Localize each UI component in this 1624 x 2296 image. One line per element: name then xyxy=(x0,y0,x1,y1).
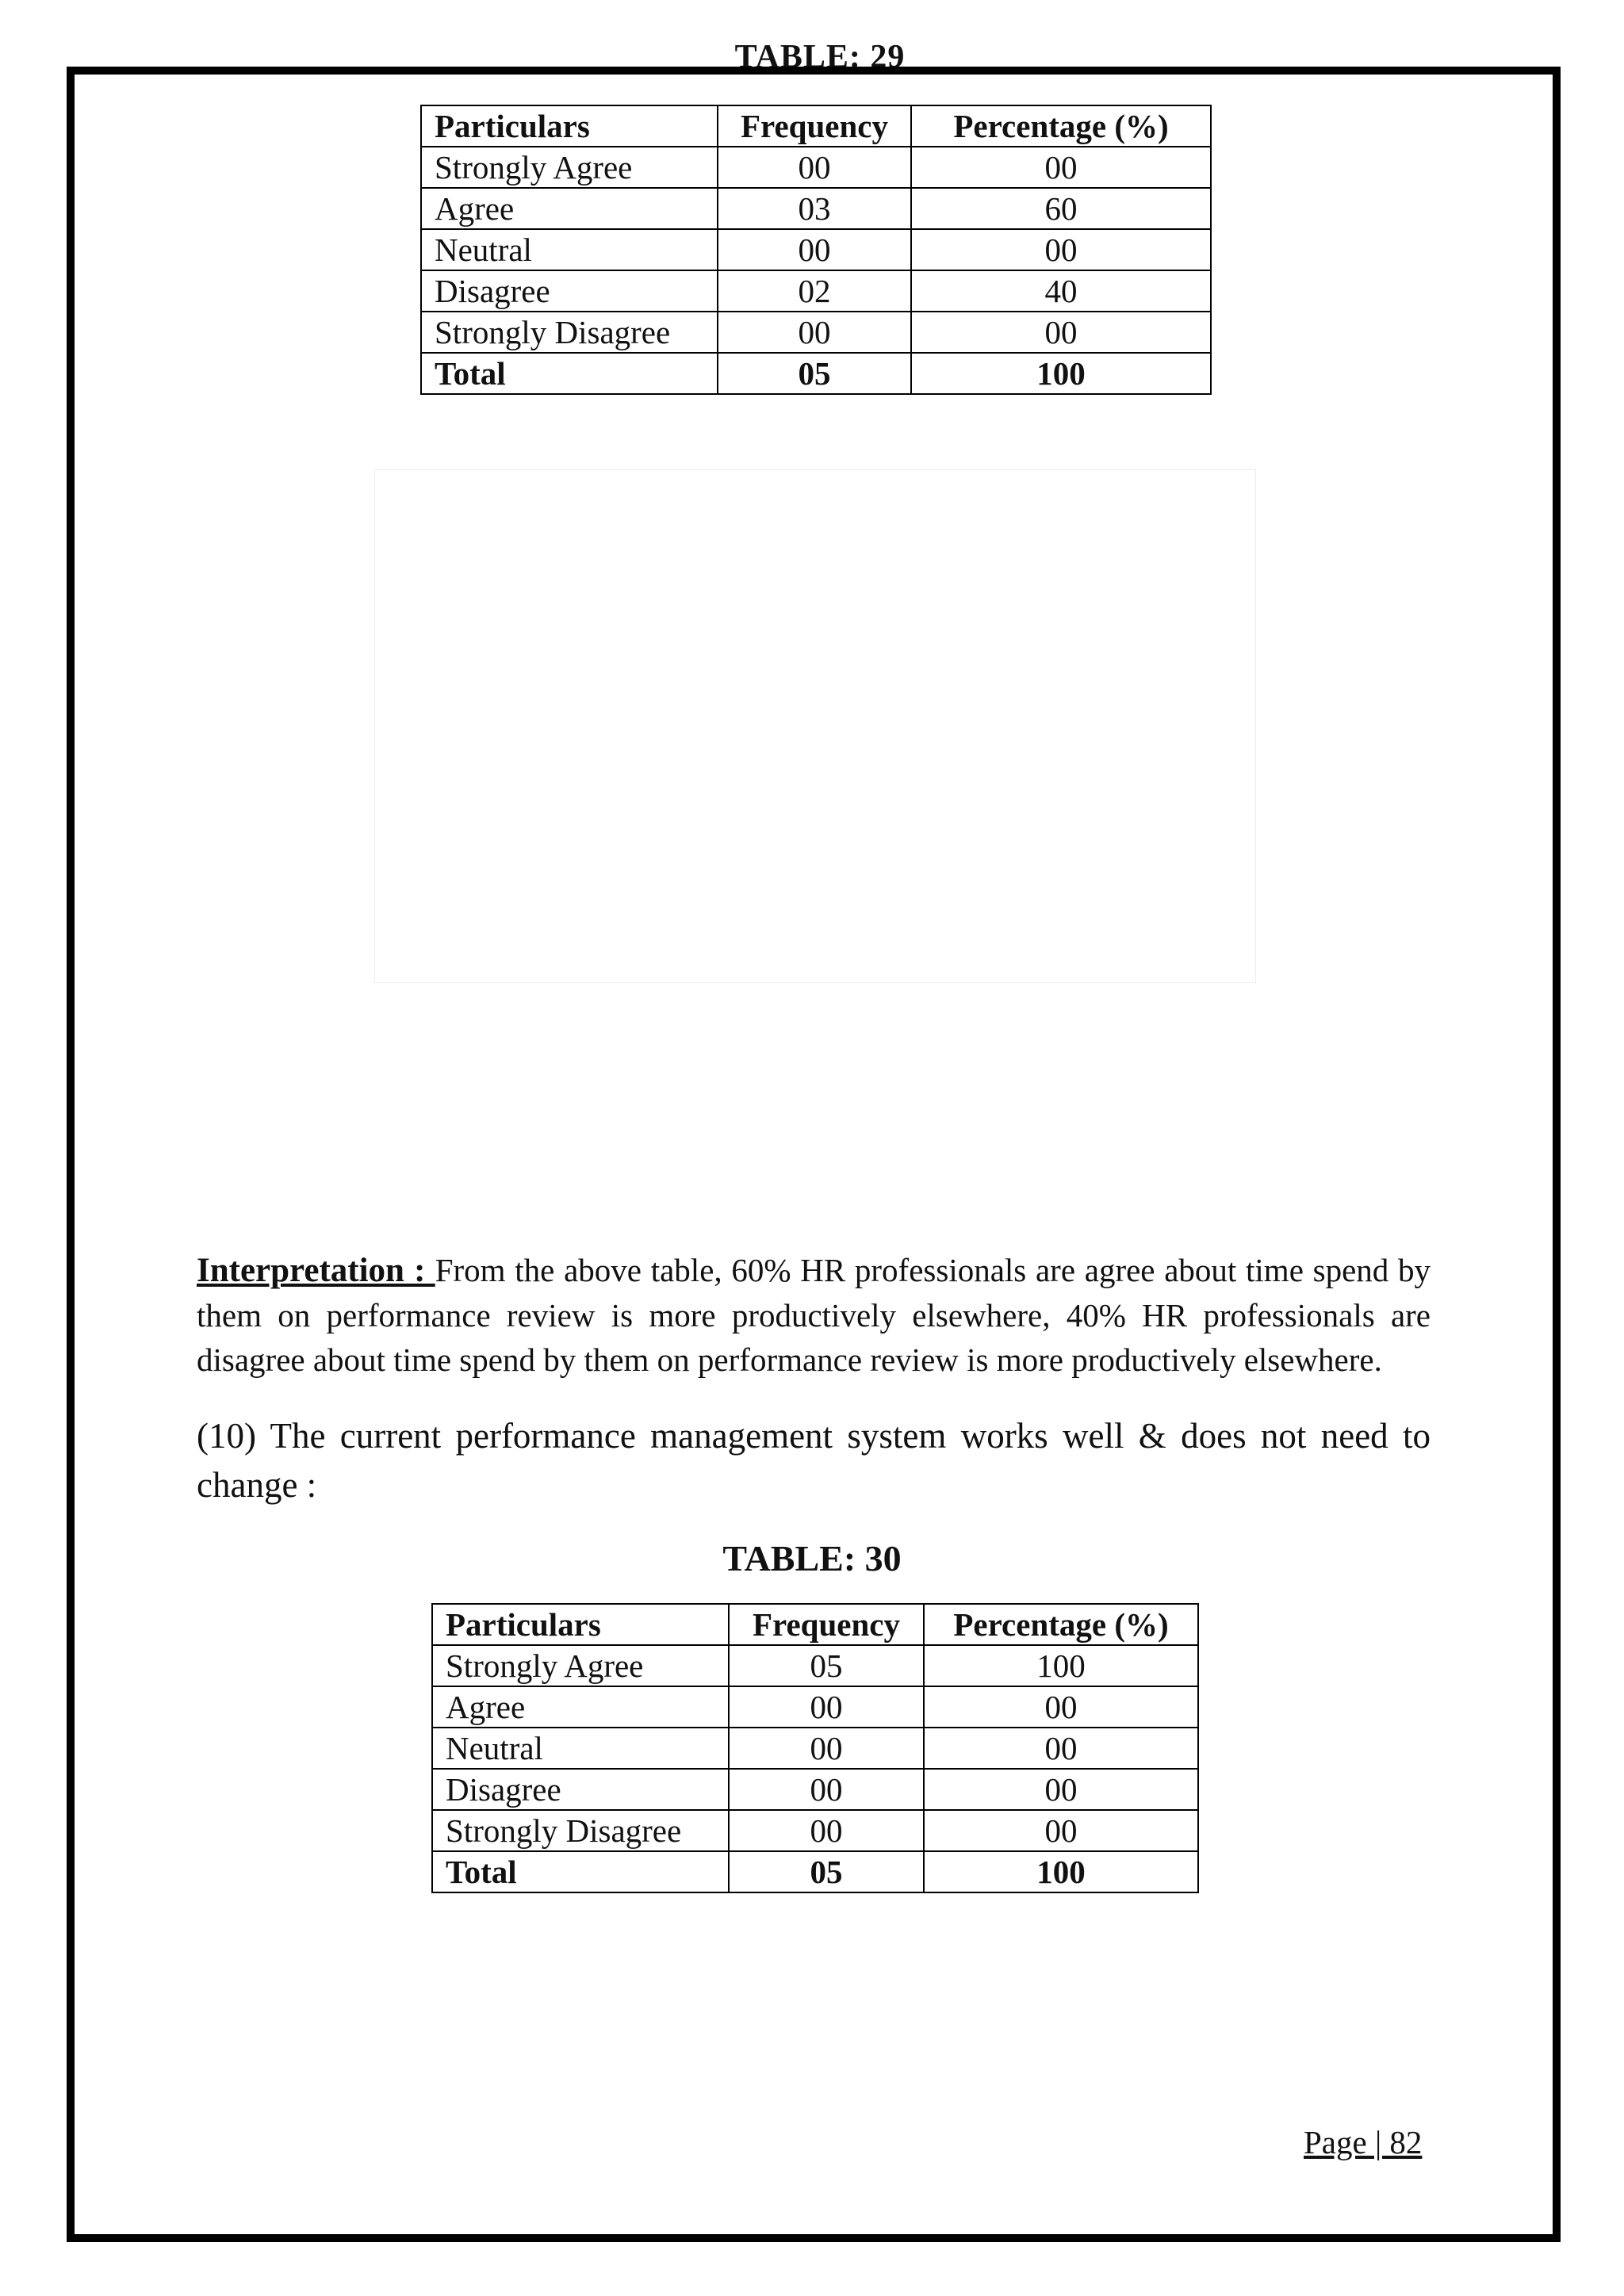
total-percentage: 100 xyxy=(924,1851,1198,1892)
header-particulars: Particulars xyxy=(421,105,718,147)
row-percentage: 00 xyxy=(911,147,1211,188)
table-row xyxy=(421,188,1211,229)
row-percentage: 00 xyxy=(924,1686,1198,1728)
table-row xyxy=(421,147,1211,188)
table-total-row xyxy=(432,1851,1198,1892)
row-frequency: 00 xyxy=(729,1769,924,1810)
row-particular: Disagree xyxy=(421,270,718,312)
row-particular: Agree xyxy=(432,1686,729,1728)
row-percentage: 00 xyxy=(911,229,1211,270)
row-particular: Neutral xyxy=(421,229,718,270)
row-percentage: 00 xyxy=(924,1769,1198,1810)
row-percentage: 00 xyxy=(911,312,1211,353)
table-row xyxy=(432,1728,1198,1769)
row-frequency: 00 xyxy=(729,1810,924,1851)
total-label: Total xyxy=(421,353,718,394)
table-30-title: TABLE: 30 xyxy=(722,1538,902,1578)
interpretation-label: Interpretation : xyxy=(197,1252,435,1289)
row-frequency: 02 xyxy=(718,270,911,312)
interpretation-paragraph xyxy=(197,1248,1431,1382)
row-percentage: 00 xyxy=(924,1810,1198,1851)
table-header-row xyxy=(432,1604,1198,1645)
table-30 xyxy=(431,1603,1199,1893)
row-frequency: 00 xyxy=(729,1686,924,1728)
row-particular: Strongly Disagree xyxy=(432,1810,729,1851)
table-total-row xyxy=(421,353,1211,394)
total-percentage: 100 xyxy=(911,353,1211,394)
row-frequency: 03 xyxy=(718,188,911,229)
table-row xyxy=(432,1686,1198,1728)
total-frequency: 05 xyxy=(718,353,911,394)
header-frequency: Frequency xyxy=(718,105,911,147)
row-particular: Neutral xyxy=(432,1728,729,1769)
table-header-row xyxy=(421,105,1211,147)
row-particular: Strongly Disagree xyxy=(421,312,718,353)
header-percentage: Percentage (%) xyxy=(911,105,1211,147)
table-row xyxy=(421,312,1211,353)
page-number: Page | 82 xyxy=(1304,2124,1423,2160)
row-percentage: 40 xyxy=(911,270,1211,312)
row-particular: Strongly Agree xyxy=(432,1645,729,1686)
header-frequency: Frequency xyxy=(729,1604,924,1645)
question-10: (10) The current performance management system works well & does not need to change : xyxy=(197,1416,1431,1505)
header-particulars: Particulars xyxy=(432,1604,729,1645)
row-frequency: 05 xyxy=(729,1645,924,1686)
table-row xyxy=(421,270,1211,312)
table-29 xyxy=(420,105,1212,395)
total-frequency: 05 xyxy=(729,1851,924,1892)
table-row xyxy=(421,229,1211,270)
row-frequency: 00 xyxy=(718,229,911,270)
row-frequency: 00 xyxy=(718,312,911,353)
row-particular: Agree xyxy=(421,188,718,229)
table-row xyxy=(432,1810,1198,1851)
interpretation-text: From the above table, 60% HR professionals are agree about time spend by them on performance review is more productively elsewhere, 40% HR professionals are disagree about time spend by them on performance review is more productively elsewhere. xyxy=(197,1252,1431,1378)
row-frequency: 00 xyxy=(718,147,911,188)
row-frequency: 00 xyxy=(729,1728,924,1769)
table-row xyxy=(432,1645,1198,1686)
row-percentage: 60 xyxy=(911,188,1211,229)
row-percentage: 00 xyxy=(924,1728,1198,1769)
total-label: Total xyxy=(432,1851,729,1892)
table-29-title: TABLE: 29 xyxy=(734,39,906,67)
table-row xyxy=(432,1769,1198,1810)
row-percentage: 100 xyxy=(924,1645,1198,1686)
row-particular: Strongly Agree xyxy=(421,147,718,188)
row-particular: Disagree xyxy=(432,1769,729,1810)
header-percentage: Percentage (%) xyxy=(924,1604,1198,1645)
chart-placeholder xyxy=(374,469,1256,983)
